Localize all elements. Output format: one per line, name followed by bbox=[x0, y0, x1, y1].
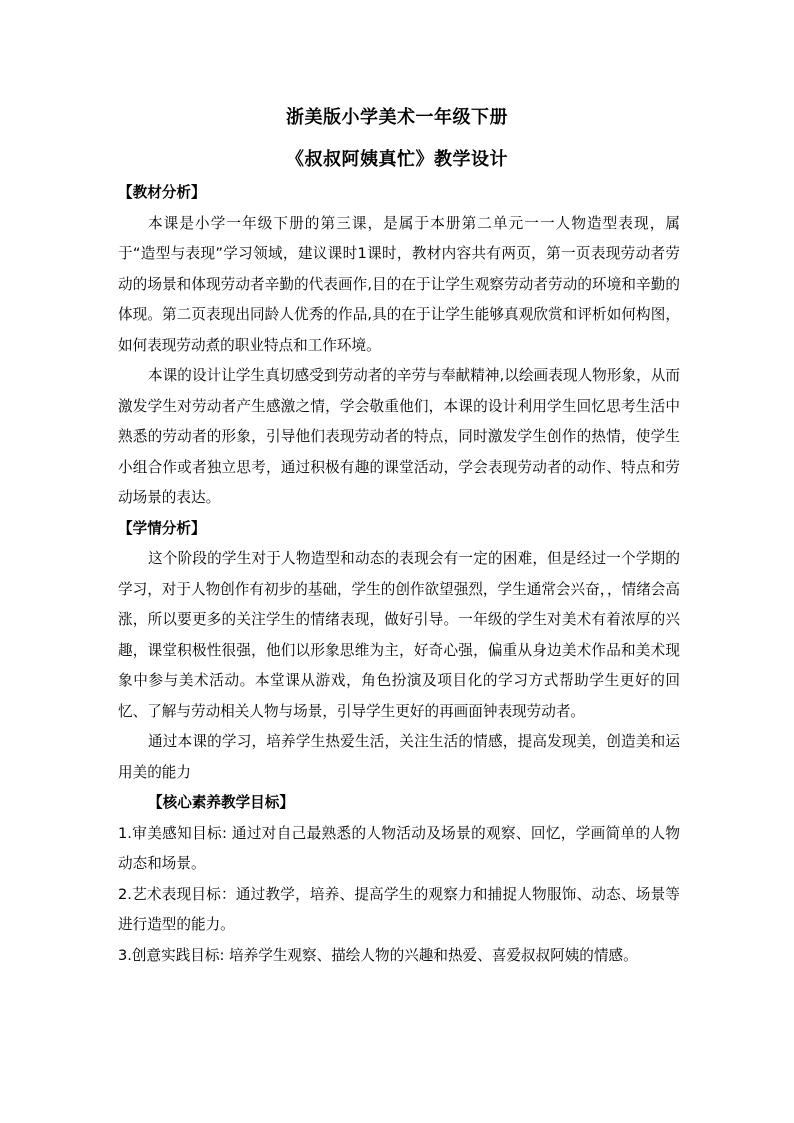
student-analysis-paragraph-1: 这个阶段的学生对于人物造型和动态的表现会有一定的困难，但是经过一个学期的学习，对于人物创作有初步的基础，学生的创作欲望强烈，学生通常会兴奋，，情绪会高涨，所以要更多的关注学生的情绪表现，做好引导。一年级的学生对美术有着浓厚的兴趣，课堂积极性很强，他们以形象思维为主，好奇心强，偏重从身边美术作品和美术现象中参与美术活动。本堂课从游戏，角色扮演及项目化的学习方式帮助学生更好的回忆、了解与劳动相关人物与场景，引导学生更好的再画面钟表现劳动者。 bbox=[118, 550, 680, 720]
student-analysis-paragraph-2: 通过本课的学习，培养学生热爱生活，关注生活的情感，提高发现美，创造美和运用美的能力 bbox=[118, 733, 680, 781]
goal-item-1: 1.审美感知目标: 通过对自己最熟悉的人物活动及场景的观察、回忆，学画简单的人物动态和场景。 bbox=[118, 824, 680, 872]
goal-item-2: 2.艺术表现目标：通过教学，培养、提高学生的观察力和捕捉人物服饰、动态、场景等进行造型的能力。 bbox=[118, 885, 680, 933]
section-heading-student-analysis: 【学情分析】 bbox=[118, 519, 206, 537]
goal-item-3: 3.创意实践目标: 培养学生观察、描绘人物的兴趣和热爱、喜爱叔叔阿姨的情感。 bbox=[118, 946, 638, 964]
section-heading-core-goals: 【核心素养教学目标】 bbox=[148, 794, 294, 811]
document-body bbox=[118, 178, 680, 971]
document-title-line2: 《叔叔阿姨真忙》教学设计 bbox=[286, 149, 508, 170]
document-title-line1: 浙美版小学美术一年级下册 bbox=[286, 107, 508, 128]
section-heading-textbook-analysis: 【教材分析】 bbox=[118, 184, 206, 201]
textbook-analysis-paragraph-2: 本课的设计让学生真切感受到劳动者的辛劳与奉献精神,以绘画表现人物形象，从而激发学生对劳动者产生感激之情，学会敬重他们，本课的设计利用学生回忆思考生活中熟悉的劳动者的形象，引导他们表现劳动者的特点，同时激发学生创作的热情，使学生小组合作或者独立思考，通过积极有趣的课堂活动，学会表现劳动者的动作、特点和劳动场景的表达。 bbox=[118, 367, 680, 506]
textbook-analysis-paragraph-1: 本课是小学一年级下册的第三课，是属于本册第二单元一一人物造型表现，属于“造型与表现”学习领域，建议课时1课时，教材内容共有两页，第一页表现劳动者劳动的场景和体现劳动者辛勤的代表画作,目的在于让学生观察劳动者劳动的环境和辛勤的体现。第二页表现出同龄人优秀的作品,具的在于让学生能够真观欣赏和评析如何构图，如何表现劳动煮的职业特点和工作环境。 bbox=[118, 214, 680, 354]
